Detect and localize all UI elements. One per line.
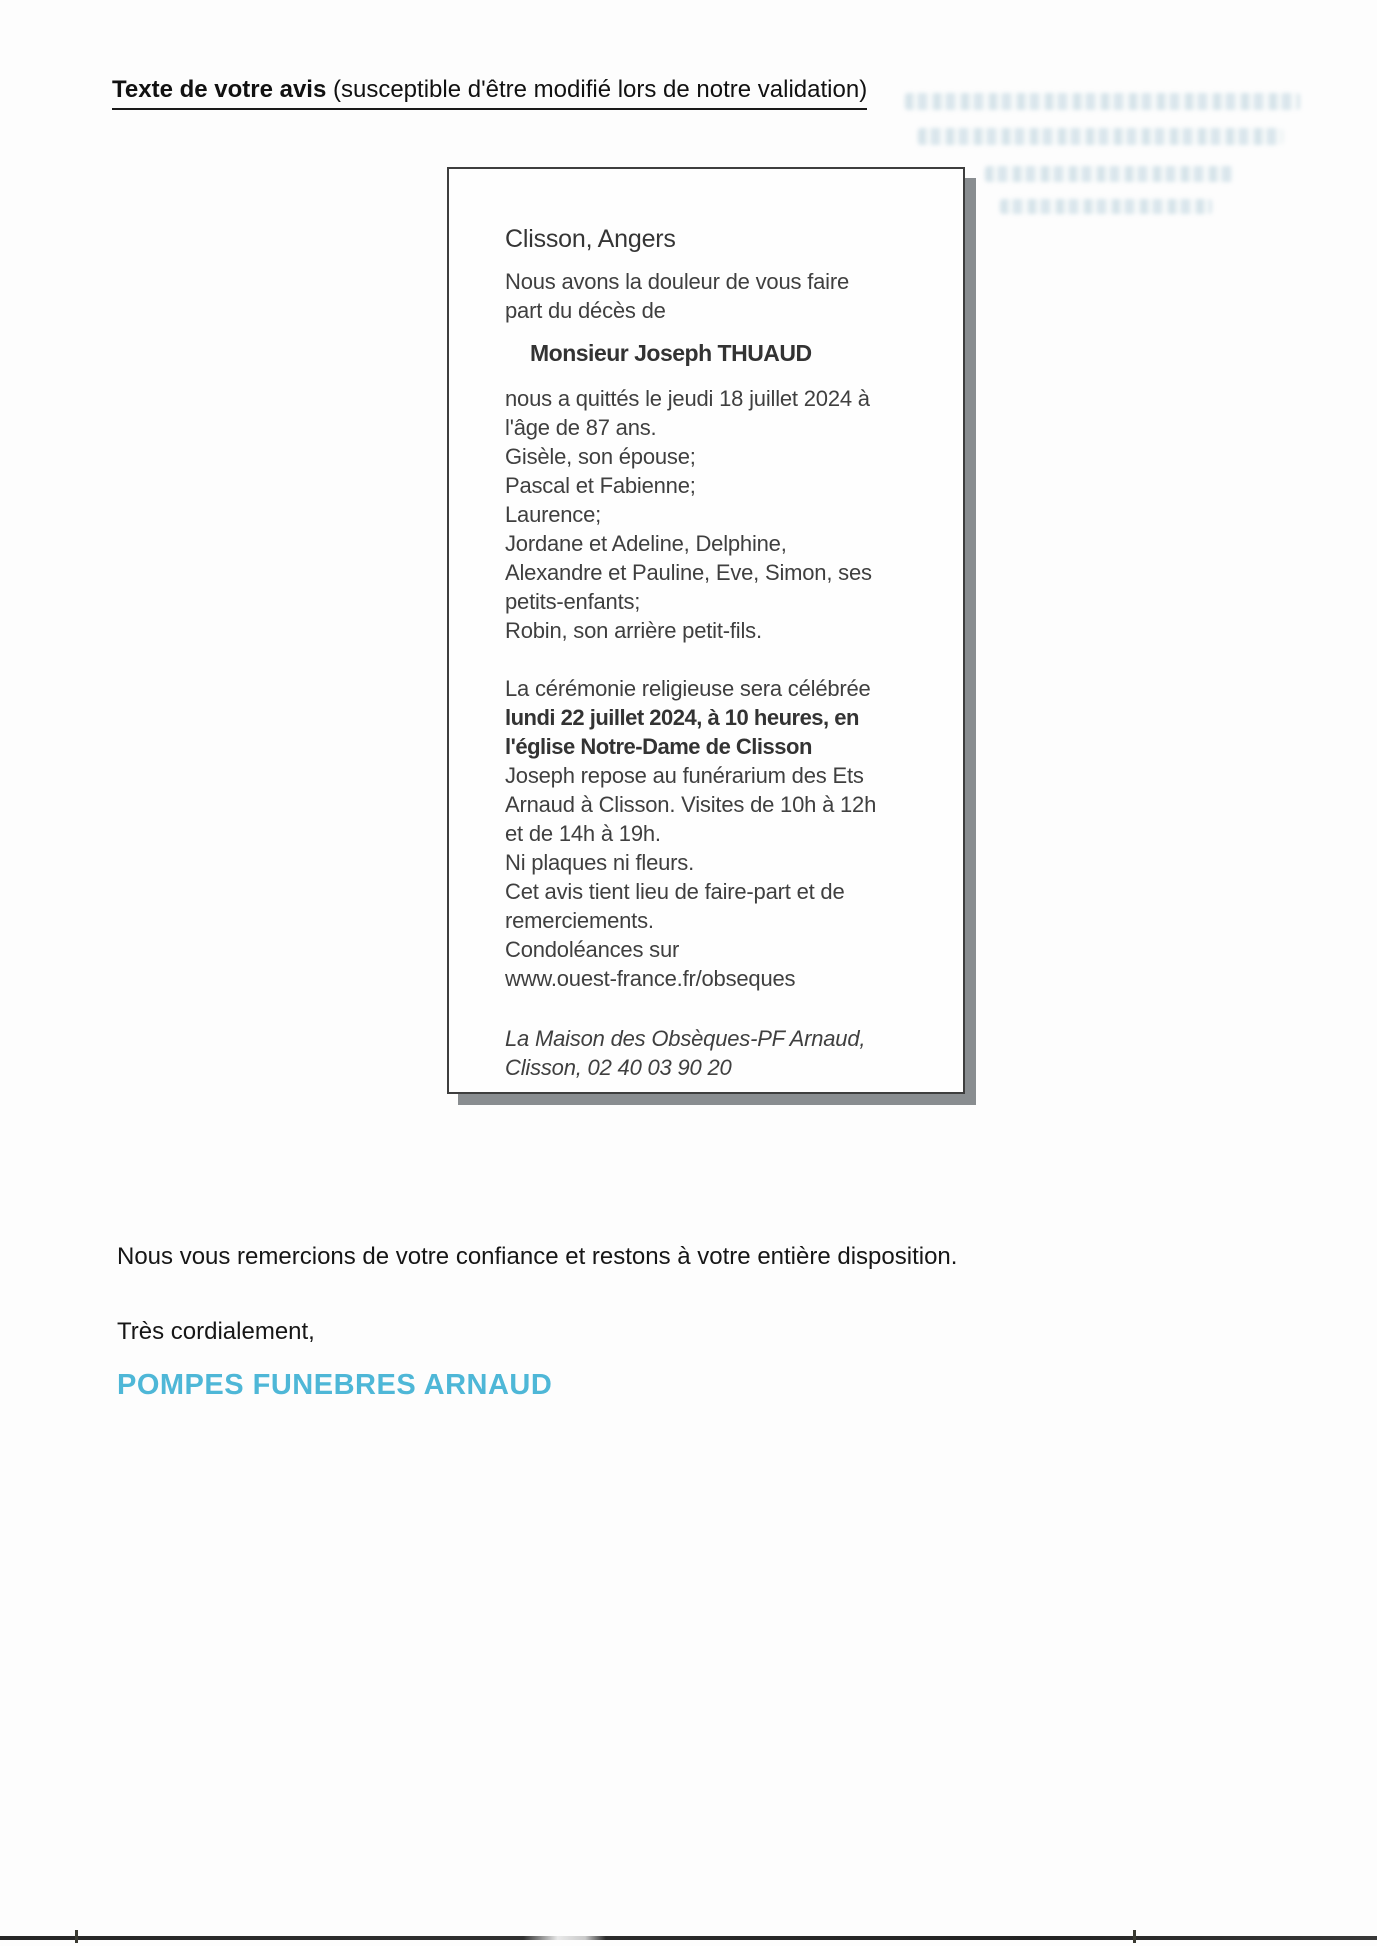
- notice-line: Clisson, 02 40 03 90 20: [505, 1055, 732, 1080]
- scan-artifact-tick: [75, 1930, 78, 1943]
- header-regular-text: (susceptible d'être modifié lors de notre validation): [326, 76, 868, 103]
- notice-line: Clisson, Angers: [505, 225, 676, 253]
- notice-line: Cet avis tient lieu de faire-part et de: [505, 879, 845, 904]
- notice-line: Alexandre et Pauline, Eve, Simon, ses: [505, 560, 872, 585]
- notice-line: Nous avons la douleur de vous faire: [505, 269, 849, 294]
- scan-artifact-bottom-edge: [0, 1936, 1377, 1940]
- notice-paragraph-body: [505, 384, 923, 645]
- ghost-text-line: [985, 166, 1233, 182]
- notice-line: lundi 22 juillet 2024, à 10 heures, en: [505, 705, 859, 730]
- company-name: POMPES FUNEBRES ARNAUD: [117, 1369, 553, 1401]
- notice-line: et de 14h à 19h.: [505, 821, 661, 846]
- header-bold-text: Texte de votre avis: [112, 76, 327, 103]
- notice-line: Ni plaques ni fleurs.: [505, 850, 695, 875]
- notice-paragraph-body: [505, 267, 923, 325]
- obituary-notice-card: [447, 167, 965, 1094]
- thanks-line: Nous vous remercions de votre confiance et restons à votre entière disposition.: [117, 1243, 958, 1270]
- notice-line: Gisèle, son épouse;: [505, 444, 696, 469]
- notice-line: l'église Notre-Dame de Clisson: [505, 734, 812, 759]
- notice-line: La Maison des Obsèques-PF Arnaud,: [505, 1026, 866, 1051]
- ghost-text-line: [1000, 199, 1212, 214]
- notice-line: Condoléances sur: [505, 937, 680, 962]
- notice-paragraph-body: [505, 674, 923, 993]
- ghost-text-line: [918, 128, 1283, 145]
- notice-line: nous a quittés le jeudi 18 juillet 2024 à: [505, 386, 870, 411]
- obituary-notice-content: [449, 169, 963, 1082]
- scan-artifact-tick: [1133, 1930, 1136, 1943]
- notice-paragraph-name: [505, 339, 923, 368]
- notice-line: Joseph repose au funérarium des Ets: [505, 763, 864, 788]
- notice-line: Arnaud à Clisson. Visites de 10h à 12h: [505, 792, 877, 817]
- notice-line: Monsieur Joseph THUAUD: [530, 340, 812, 366]
- notice-line: Laurence;: [505, 502, 602, 527]
- notice-line: l'âge de 87 ans.: [505, 415, 657, 440]
- notice-line: remerciements.: [505, 908, 654, 933]
- notice-line: La cérémonie religieuse sera célébrée: [505, 676, 871, 701]
- notice-paragraph-italic: [505, 1024, 923, 1082]
- salutation-line: Très cordialement,: [117, 1318, 315, 1345]
- notice-line: Robin, son arrière petit-fils.: [505, 618, 762, 643]
- notice-line: www.ouest-france.fr/obseques: [505, 966, 796, 991]
- notice-line: part du décès de: [505, 298, 666, 323]
- notice-paragraph-location: [505, 225, 923, 254]
- notice-line: Pascal et Fabienne;: [505, 473, 696, 498]
- notice-line: Jordane et Adeline, Delphine,: [505, 531, 787, 556]
- ghost-text-line: [905, 93, 1300, 110]
- closing-block: [117, 1243, 957, 1402]
- notice-line: petits-enfants;: [505, 589, 641, 614]
- page-title: [112, 76, 867, 110]
